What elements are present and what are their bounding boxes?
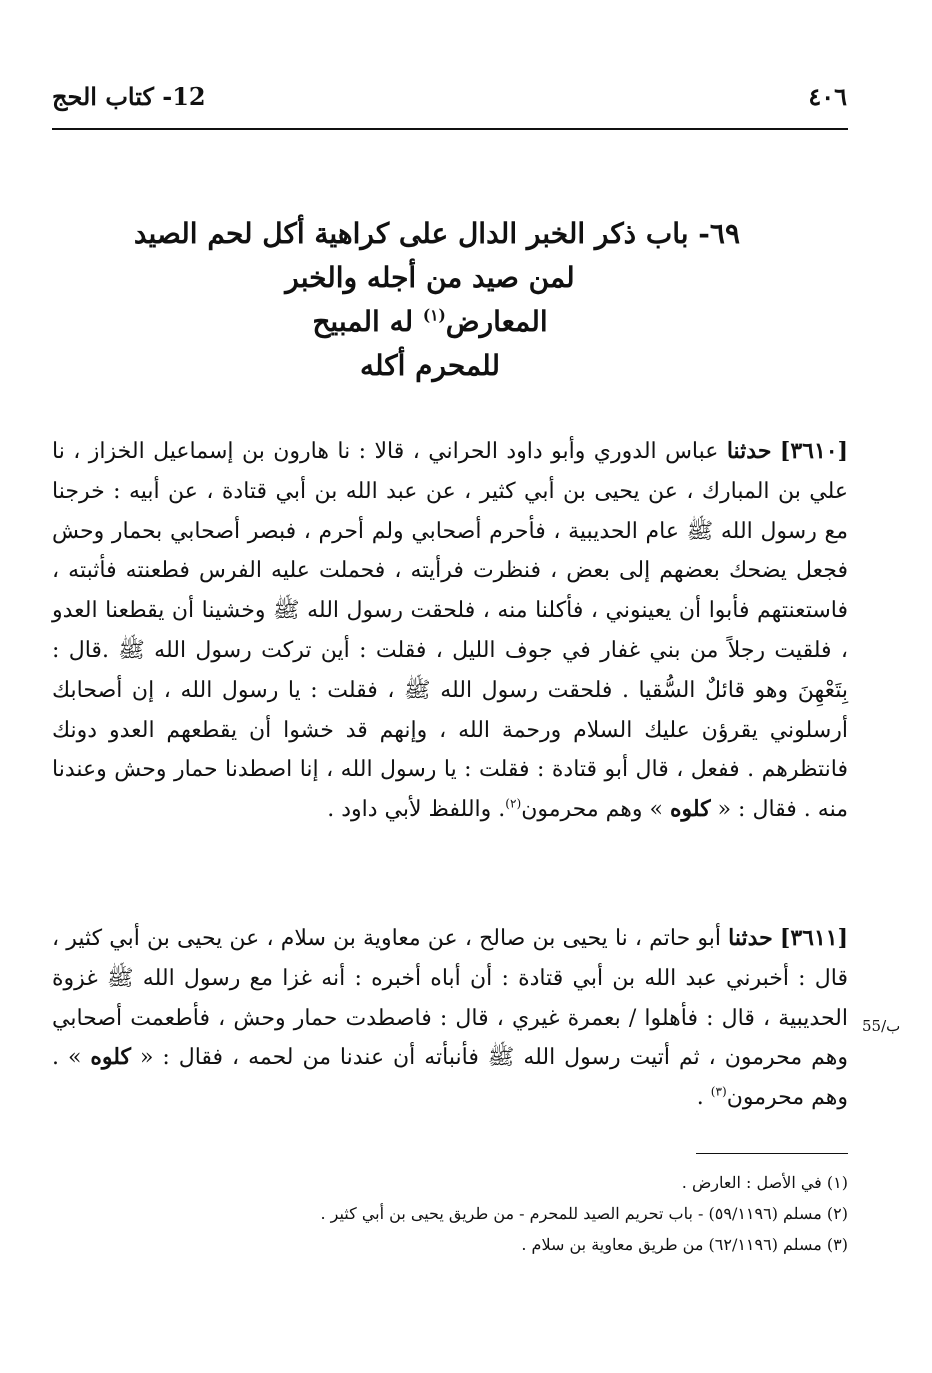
hadith-opening: حدثنا [728,925,773,951]
hadith-text: . [696,1085,711,1111]
footnotes [52,1167,848,1260]
hadith-number: [٣٦١١] [779,925,848,951]
hadith-text: » وهم محرمون [521,797,670,823]
chapter-heading-line: لمن صيد من أجله والخبر [285,261,575,294]
header-rule [52,128,848,130]
footnote: (٣) مسلم (٦٢/١١٩٦) من طريق معاوية بن سلام . [521,1235,848,1254]
chapter-heading-text: المعارض [445,305,548,338]
chapter-heading-text: له المبيح [312,305,423,338]
quoted-word: كلوه [669,796,711,823]
book-title: 12- كتاب الحج [52,82,206,111]
hadith-text: عباس الدوري وأبو داود الحراني ، قالا : نا هارون بن إسماعيل الخزاز ، نا علي بن المبارك ، عن يحيى بن أبي كثير ، عن عبد الله بن أبي قتادة ، عن أبيه : خرجنا مع رسول الله ﷺ عام الحديبية ، فأحرم أصحابي ولم أحرم ، فبصر أصحابي بحمار وحش فجعل يضحك بعضهم إلى بعض ، فنظرت فرأيته ، فحملت عليه الفرس فطعنته فأثبته ، فاستعنتهم فأبوا أن يعينوني ، فأكلنا منه ، فلحقت رسول الله ﷺ وخشينا أن يقطعنا العدو ، فلقيت رجلاً من بني غفار في جوف الليل ، فقلت : أين تركت رسول الله ﷺ .قال : بِتَعْهِنَ وهو قائلٌ السُّقيا . فلحقت رسول الله ﷺ ، فقلت : يا رسول الله ، إن أصحابك أرسلوني يقرؤن عليك السلام ورحمة الله ، وإنهم قد خشوا أن يقطعهم العدو دونك فانتظرهم . ففعل ، قال أبو قتادة : فقلت : يا رسول الله ، إنا اصطدنا حمار وحش وعندنا منه . فقال : « [52,439,848,823]
hadith-paragraph [52,919,848,1118]
hadith-text: » . وهم محرمون [52,1045,848,1111]
footnote-ref: (٣) [710,1084,727,1099]
footnote-ref: (٢) [505,796,522,811]
manuscript-folio-note: 55/ب [862,1017,901,1035]
footnote: (٢) مسلم (٥٩/١١٩٦) - باب تحريم الصيد للمحرم - من طريق يحيى بن أبي كثير . [320,1204,848,1223]
hadith-paragraph [52,432,848,830]
footnote: (١) في الأصل : العارض . [681,1173,848,1192]
chapter-heading [120,212,740,388]
hadith-text: . واللفظ لأبي داود . [327,797,506,823]
quoted-word: كلوه [90,1044,132,1071]
chapter-heading-line: للمحرم أكله [360,349,500,382]
page-number: ٤٠٦ [808,82,847,111]
hadith-number: [٣٦١٠] [779,438,848,464]
running-header [52,82,847,116]
hadith-text: أبو حاتم ، نا يحيى بن صالح ، عن معاوية بن سلام ، عن يحيى بن أبي كثير ، قال : أخبرني عبد الله بن أبي قتادة : أن أباه أخبره : أنه غزا مع رسول الله ﷺ غزوة الحديبية ، قال : فأهلوا / بعمرة غيري ، قال : فاصطدت حمار وحش ، فأطعمت أصحابي وهم محرمون ، ثم أتيت رسول الله ﷺ فأنبأته أن عندنا من لحمه ، فقال : « [52,926,848,1071]
chapter-heading-line [120,300,740,344]
chapter-heading-line: ٦٩- باب ذكر الخبر الدال على كراهية أكل لحم الصيد [133,217,740,250]
footnote-rule [696,1153,848,1154]
hadith-opening: حدثنا [726,438,772,464]
footnote-ref: (١) [422,306,446,325]
